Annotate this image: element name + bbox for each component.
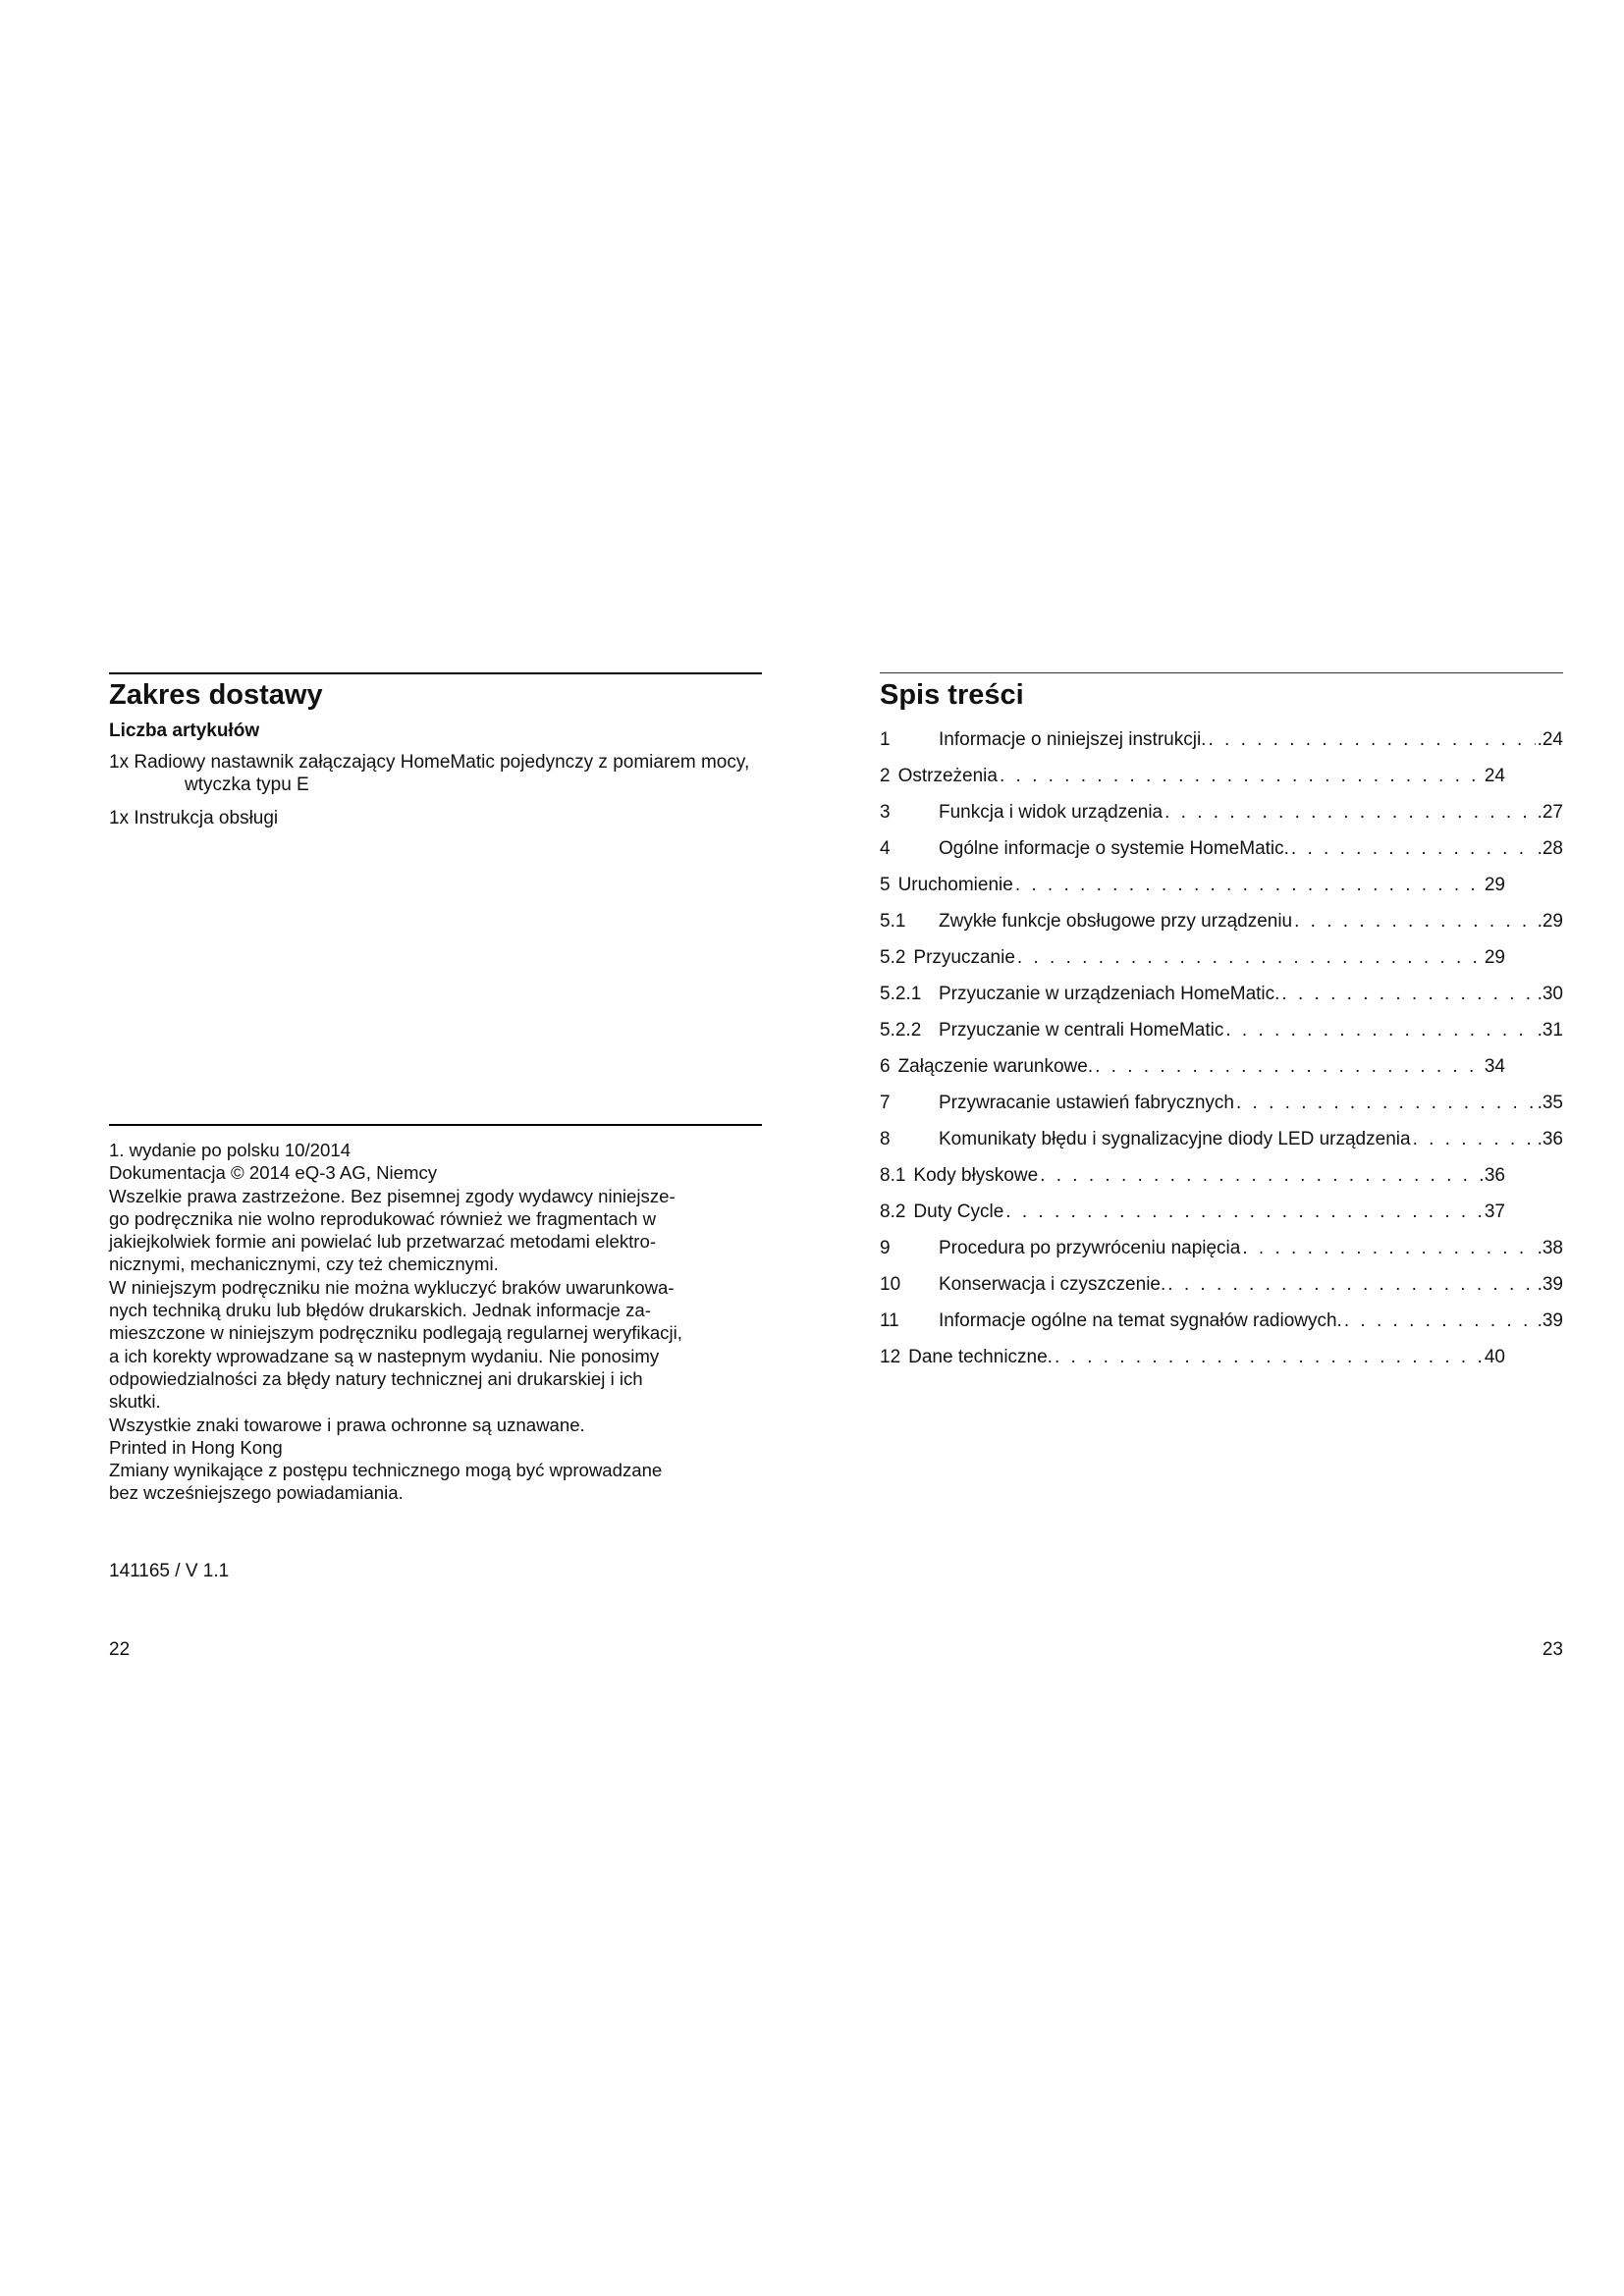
right-page bbox=[812, 0, 1624, 2296]
toc-entry-number: 5.1 bbox=[880, 911, 906, 932]
toc-leader-dots bbox=[1167, 1273, 1535, 1296]
imprint-line: odpowiedzialności za błędy natury technicznej ani drukarskiej i ich bbox=[109, 1367, 643, 1389]
toc-entry-title: Komunikaty błędu i sygnalizacyjne diody LED urządzenia bbox=[939, 1129, 1411, 1149]
toc-leader-dots bbox=[1225, 1019, 1535, 1041]
imprint-block bbox=[109, 1139, 762, 1505]
toc-entry-title: Zwykłe funkcje obsługowe przy urządzeniu bbox=[939, 911, 1293, 932]
toc-entry[interactable] bbox=[880, 1164, 1505, 1201]
imprint-line: jakiejkolwiek formie ani powielać lub przetwarzać metodami elektro- bbox=[109, 1231, 657, 1253]
toc-entry-title: Załączenie warunkowe. bbox=[897, 1056, 1094, 1077]
toc-leader-dots bbox=[1413, 1128, 1536, 1150]
toc-entry-title: Duty Cycle bbox=[913, 1201, 1004, 1222]
toc-leader-dots bbox=[1015, 874, 1483, 896]
delivery-title: Zakres dostawy bbox=[109, 679, 323, 711]
toc-entry-page: 34 bbox=[1484, 1056, 1505, 1077]
toc-leader-dots bbox=[1017, 946, 1483, 969]
imprint-line: skutki. bbox=[109, 1391, 161, 1413]
toc-entry[interactable] bbox=[880, 1092, 1563, 1128]
toc-entry-title: Przyuczanie bbox=[913, 947, 1015, 968]
toc-entry-page: .31 bbox=[1537, 1020, 1563, 1041]
imprint-top-rule bbox=[109, 1124, 762, 1126]
toc-entry-page: .29 bbox=[1537, 911, 1563, 932]
toc-entry-title: Dane techniczne. bbox=[908, 1347, 1053, 1367]
toc-leader-dots bbox=[1164, 801, 1535, 824]
toc-leader-dots bbox=[1294, 910, 1535, 933]
page-number-left: 22 bbox=[109, 1639, 131, 1660]
toc-entry-page: 24 bbox=[1484, 766, 1505, 786]
toc-leader-dots bbox=[1055, 1346, 1483, 1368]
toc-entry[interactable] bbox=[880, 1273, 1563, 1309]
delivery-subtitle: Liczba artykułów bbox=[109, 721, 260, 741]
toc-entry-title: Informacje o niniejszej instrukcji. bbox=[939, 729, 1207, 750]
toc-entry-page: 40 bbox=[1484, 1347, 1505, 1367]
toc-entry-page: 29 bbox=[1484, 875, 1505, 895]
version-code: 141165 / V 1.1 bbox=[109, 1561, 230, 1581]
toc-entry-number: 7 bbox=[880, 1093, 891, 1113]
imprint-line: nych techniką druku lub błędów drukarskich. Jednak informacje za- bbox=[109, 1300, 651, 1321]
toc-leader-dots bbox=[1281, 983, 1535, 1005]
imprint-line: Zmiany wynikające z postępu technicznego mogą być wprowadzane bbox=[109, 1460, 663, 1481]
toc-entry-number: 2 bbox=[880, 766, 891, 786]
toc-entry-number: 10 bbox=[880, 1274, 901, 1295]
toc-entry[interactable] bbox=[880, 1019, 1563, 1055]
toc-title: Spis treści bbox=[880, 679, 1024, 711]
toc-leader-dots bbox=[1344, 1309, 1536, 1332]
toc-top-rule bbox=[880, 672, 1563, 673]
toc-entry-title: Uruchomienie bbox=[897, 875, 1013, 895]
toc-entry-page: .30 bbox=[1537, 984, 1563, 1004]
toc-entry-title: Ostrzeżenia bbox=[897, 766, 998, 786]
toc-entry-number: 5.2.2 bbox=[880, 1020, 922, 1041]
toc-entry[interactable] bbox=[880, 1309, 1563, 1346]
toc-entry-title: Informacje ogólne na temat sygnałów radiowych. bbox=[939, 1310, 1342, 1331]
toc-entry-number: 9 bbox=[880, 1238, 891, 1258]
imprint-line: a ich korekty wprowadzane są w nastepnym wydaniu. Nie ponosimy bbox=[109, 1345, 660, 1366]
toc-entry-page: 29 bbox=[1484, 947, 1505, 968]
toc-entry[interactable] bbox=[880, 1201, 1505, 1237]
toc-entry[interactable] bbox=[880, 1128, 1563, 1164]
toc-entry-page: .28 bbox=[1537, 838, 1563, 859]
toc-entry[interactable] bbox=[880, 910, 1563, 946]
toc-entry[interactable] bbox=[880, 874, 1505, 910]
toc-entry-title: Przyuczanie w centrali HomeMatic bbox=[939, 1020, 1224, 1041]
toc-leader-dots bbox=[1095, 1055, 1483, 1078]
toc-entry-number: 1 bbox=[880, 729, 891, 750]
toc-leader-dots bbox=[1236, 1092, 1536, 1114]
delivery-item: 1x Instrukcja obsługi bbox=[109, 808, 279, 828]
delivery-top-rule bbox=[109, 672, 762, 674]
toc-entry-page: 37 bbox=[1484, 1201, 1505, 1222]
toc-entry-number: 5.2.1 bbox=[880, 984, 922, 1004]
toc-entry-number: 4 bbox=[880, 838, 891, 859]
toc-entry-number: 5.2 bbox=[880, 947, 906, 968]
toc-entry-number: 8 bbox=[880, 1129, 891, 1149]
imprint-line: 1. wydanie po polsku 10/2014 bbox=[109, 1140, 352, 1160]
toc-entry-title: Funkcja i widok urządzenia bbox=[939, 802, 1164, 823]
imprint-line: W niniejszym podręczniku nie można wykluczyć braków uwarunkowa- bbox=[109, 1276, 675, 1298]
toc-leader-dots bbox=[1005, 1201, 1483, 1223]
toc-entry[interactable] bbox=[880, 1346, 1505, 1382]
toc-leader-dots bbox=[1242, 1237, 1535, 1259]
toc-entry[interactable] bbox=[880, 946, 1505, 983]
toc-entry[interactable] bbox=[880, 801, 1563, 837]
toc-entry[interactable] bbox=[880, 837, 1563, 874]
toc-entry-page: .24 bbox=[1537, 729, 1563, 750]
toc-entry-page: .39 bbox=[1537, 1274, 1563, 1295]
imprint-line: Wszystkie znaki towarowe i prawa ochronne są uznawane. bbox=[109, 1414, 585, 1435]
toc-entry-title: Ogólne informacje o systemie HomeMatic. bbox=[939, 838, 1289, 859]
toc-entry[interactable] bbox=[880, 765, 1505, 801]
toc-entry-title: Kody błyskowe bbox=[913, 1165, 1039, 1186]
imprint-line: mieszczone w niniejszym podręczniku podlegają regularnej weryfikacji, bbox=[109, 1322, 682, 1344]
imprint-line: go podręcznika nie wolno reprodukować również we fragmentach w bbox=[109, 1207, 657, 1229]
toc-entry-page: .27 bbox=[1537, 802, 1563, 823]
toc-entry-page: .38 bbox=[1537, 1238, 1563, 1258]
toc-entry-number: 5 bbox=[880, 875, 891, 895]
toc-leader-dots bbox=[1291, 837, 1536, 860]
toc-leader-dots bbox=[1000, 765, 1483, 787]
toc-entry[interactable] bbox=[880, 1055, 1505, 1092]
toc-leader-dots bbox=[1208, 728, 1535, 751]
toc-entry-number: 12 bbox=[880, 1347, 901, 1367]
page-number-right: 23 bbox=[1542, 1639, 1563, 1660]
toc-entry-number: 8.1 bbox=[880, 1165, 906, 1186]
delivery-list bbox=[109, 751, 757, 840]
toc-entry-number: 3 bbox=[880, 802, 891, 823]
delivery-item: 1x Radiowy nastawnik załączający HomeMatic pojedynczy z pomiarem mocy, wtyczka typu E bbox=[109, 752, 750, 795]
imprint-line: nicznymi, mechanicznymi, czy też chemicznymi. bbox=[109, 1254, 499, 1275]
imprint-line: bez wcześniejszego powiadamiania. bbox=[109, 1482, 404, 1504]
toc-entry-title: Przywracanie ustawień fabrycznych bbox=[939, 1093, 1234, 1113]
table-of-contents bbox=[880, 728, 1563, 1382]
toc-entry-title: Konserwacja i czyszczenie. bbox=[939, 1274, 1166, 1295]
imprint-line: Wszelkie prawa zastrzeżone. Bez pisemnej zgody wydawcy niniejsze- bbox=[109, 1185, 676, 1206]
toc-entry-page: .36 bbox=[1537, 1129, 1563, 1149]
toc-entry-number: 6 bbox=[880, 1056, 891, 1077]
toc-leader-dots bbox=[1040, 1164, 1483, 1187]
toc-entry[interactable] bbox=[880, 983, 1563, 1019]
toc-entry-number: 11 bbox=[880, 1310, 899, 1331]
toc-entry-page: .39 bbox=[1537, 1310, 1563, 1331]
toc-entry-page: .35 bbox=[1537, 1093, 1563, 1113]
imprint-line: Dokumentacja © 2014 eQ-3 AG, Niemcy bbox=[109, 1162, 438, 1184]
toc-entry-title: Procedura po przywróceniu napięcia bbox=[939, 1238, 1241, 1258]
imprint-line: Printed in Hong Kong bbox=[109, 1436, 283, 1458]
toc-entry[interactable] bbox=[880, 1237, 1563, 1273]
toc-entry-title: Przyuczanie w urządzeniach HomeMatic. bbox=[939, 984, 1280, 1004]
toc-entry-page: 36 bbox=[1484, 1165, 1505, 1186]
toc-entry-number: 8.2 bbox=[880, 1201, 906, 1222]
toc-entry[interactable] bbox=[880, 728, 1563, 765]
